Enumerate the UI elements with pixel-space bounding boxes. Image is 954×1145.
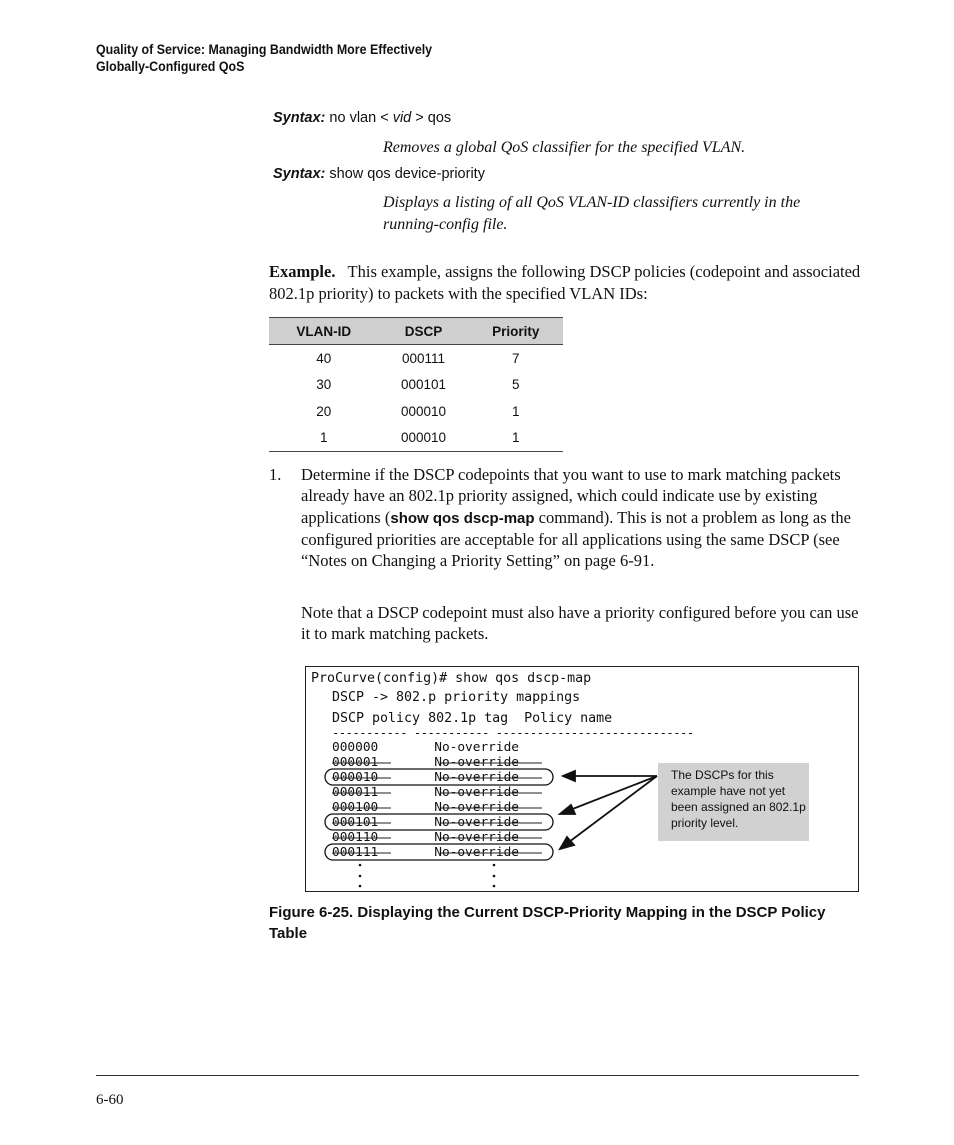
highlight-ellipse-000010 <box>325 769 553 785</box>
cli-title-line: DSCP -> 802.p priority mappings <box>332 690 581 705</box>
vlan-dscp-table <box>269 317 563 452</box>
cli-row: 000001 No-override <box>332 755 519 770</box>
cli-prompt-line: ProCurve(config)# show qos dscp-map <box>311 671 592 686</box>
inline-command: show qos dscp-map <box>390 509 535 527</box>
footer-rule <box>96 1075 859 1076</box>
cli-separator-line: ----------- ----------- ----------------------------- <box>332 726 694 740</box>
example-paragraph: Example. This example, assigns the following DSCP policies (codepoint and associated 802.1p priority) to packets with the specified VLAN IDs: <box>269 262 861 303</box>
table-row: 40 000111 7 <box>316 350 520 366</box>
figure-caption: Figure 6-25. Displaying the Current DSCP-Priority Mapping in the DSCP Policy Table <box>269 904 826 942</box>
running-header-subtitle: Globally-Configured QoS <box>96 59 245 74</box>
note-paragraph: Note that a DSCP codepoint must also have a priority configured before you can use it to mark matching packets. <box>301 603 859 644</box>
cli-column-line: DSCP policy 802.1p tag Policy name <box>332 711 613 726</box>
syntax-show-qos-device-priority: Syntax: show qos device-priority <box>273 166 485 182</box>
cli-row: 000011 No-override <box>332 785 519 800</box>
column-header-dscp: DSCP <box>378 318 468 345</box>
syntax-label: Syntax: <box>273 166 326 182</box>
syntax-show-qos-description: Displays a listing of all QoS VLAN-ID classifiers currently in the running-config file. <box>383 194 801 233</box>
table-row: 30 000101 5 <box>316 377 520 393</box>
cli-row: 000111 No-override <box>332 845 519 860</box>
highlight-ellipse-000101 <box>325 814 553 830</box>
cli-row: 000110 No-override <box>332 830 519 845</box>
callout-note: The DSCPs for this example have not yet been assigned an 802.1p priority level. <box>658 763 809 841</box>
column-header-vlan-id: VLAN-ID <box>269 318 378 345</box>
cli-row: 000010 No-override <box>332 770 519 785</box>
cli-row: 000000 No-override <box>332 740 519 755</box>
table-row: 1 000010 1 <box>269 425 563 452</box>
syntax-label: Syntax: <box>273 110 326 126</box>
step-number: 1. <box>269 465 282 484</box>
table-header-row <box>269 318 563 345</box>
step-1-text: Determine if the DSCP codepoints that you want to use to mark matching packets already have an 802.1p priority assigned, which could indicate use by existing applications (show qos dscp-map command). This is not a problem as long as the configured priorities are acceptable for all applications using the same DSCP (see “Notes on Changing a Priority Setting” on page 6-91. <box>301 465 851 571</box>
cli-row: 000101 No-override <box>332 815 519 830</box>
page-number: 6-60 <box>96 1092 124 1108</box>
syntax-no-vlan-qos: Syntax: no vlan < vid > qos <box>273 110 452 126</box>
running-header-title: Quality of Service: Managing Bandwidth More Effectively <box>96 42 433 57</box>
column-header-priority: Priority <box>469 318 564 345</box>
highlight-ellipse-000111 <box>325 844 553 860</box>
cli-row: 000100 No-override <box>332 800 519 815</box>
example-label: Example. <box>269 262 336 281</box>
syntax-no-vlan-qos-description: Removes a global QoS classifier for the specified VLAN. <box>383 139 746 156</box>
table-row: 20 000010 1 <box>316 403 520 419</box>
